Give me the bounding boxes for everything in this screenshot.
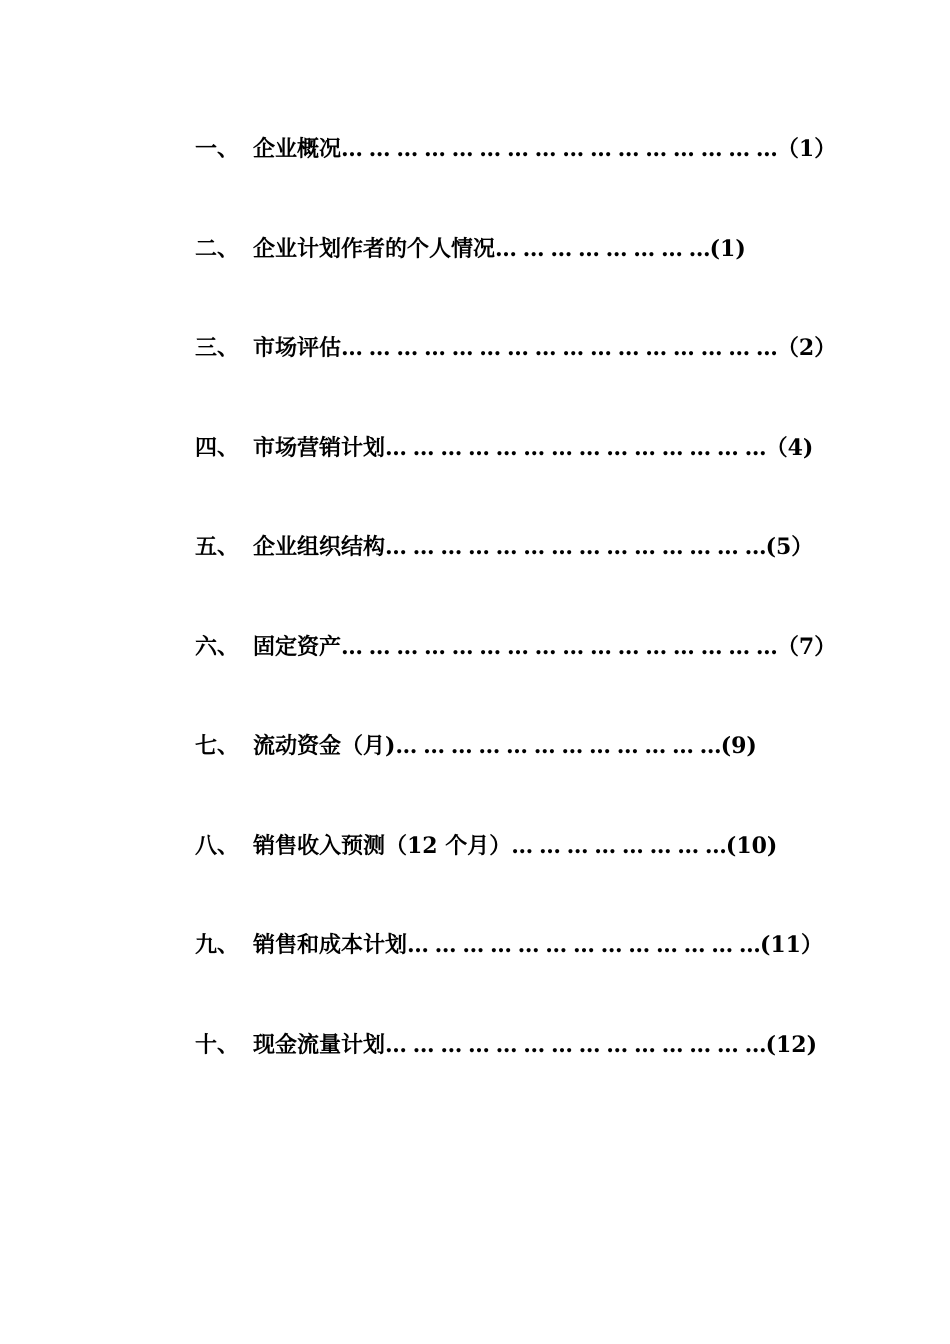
toc-entry-leader: … … … … … … … … … … … … … … … …: [341, 136, 777, 162]
toc-entry-page: (9): [720, 733, 757, 759]
toc-entry-title: 销售收入预测（12 个月）: [253, 832, 512, 859]
toc-entry-10[interactable]: [195, 1027, 818, 1063]
toc-entry-page: (5）: [765, 534, 814, 560]
toc-entry-page: （2）: [776, 335, 837, 361]
toc-entry-4[interactable]: [195, 430, 814, 466]
toc-entry-page: (1): [709, 235, 746, 262]
toc-entry-7[interactable]: [195, 728, 775, 764]
toc-entry-leader: … … … … … … … … … … … … … … … …: [341, 335, 777, 361]
toc-entry-page: （1）: [776, 136, 837, 162]
toc-entry-leader: … … … … … … … …: [495, 235, 710, 262]
table-of-contents: [195, 131, 837, 1126]
toc-entry-title: 现金流量计划: [253, 1031, 386, 1058]
toc-entry-title: 流动资金（月): [253, 733, 396, 759]
toc-entry-leader: … … … … … … … … … … … … … …: [385, 1031, 766, 1058]
toc-entry-1[interactable]: [195, 131, 837, 167]
toc-entry-leader: … … … … … … … … … … … … …: [407, 932, 760, 958]
toc-entry-leader: … … … … … … … … … … … … … …: [385, 434, 766, 461]
toc-entry-number: 三、: [195, 335, 240, 361]
toc-entry-number: 八、: [195, 832, 240, 859]
toc-entry-page: (10): [725, 832, 778, 859]
toc-entry-page: (11）: [759, 932, 823, 958]
toc-entry-number: 九、: [195, 932, 240, 958]
toc-entry-number: 六、: [195, 633, 240, 660]
toc-entry-title: 市场营销计划: [253, 434, 386, 461]
toc-entry-title: 市场评估: [253, 335, 342, 361]
toc-entry-number: 七、: [195, 733, 240, 759]
toc-entry-8[interactable]: [195, 828, 778, 864]
toc-entry-leader: … … … … … … … … … … … … … … … …: [341, 633, 777, 660]
toc-entry-title: 企业概况: [253, 136, 342, 162]
toc-entry-6[interactable]: [195, 629, 837, 665]
toc-entry-number: 十、: [195, 1031, 240, 1058]
toc-entry-number: 二、: [195, 235, 240, 262]
toc-entry-number: 五、: [195, 534, 240, 560]
toc-entry-5[interactable]: [195, 529, 814, 565]
toc-entry-2[interactable]: [195, 231, 775, 267]
toc-entry-leader: … … … … … … … … … … … …: [395, 733, 721, 759]
toc-entry-number: 一、: [195, 136, 240, 162]
toc-entry-page: （4): [765, 434, 814, 461]
toc-entry-title: 销售和成本计划: [253, 932, 408, 958]
toc-entry-number: 四、: [195, 434, 240, 461]
toc-entry-title: 企业计划作者的个人情况: [253, 235, 496, 262]
toc-entry-page: (12): [765, 1031, 818, 1058]
toc-entry-title: 固定资产: [253, 633, 342, 660]
toc-entry-9[interactable]: [195, 927, 823, 963]
toc-entry-leader: … … … … … … … …: [511, 832, 726, 859]
toc-entry-3[interactable]: [195, 330, 837, 366]
toc-entry-title: 企业组织结构: [253, 534, 386, 560]
toc-entry-page: （7）: [776, 633, 837, 660]
toc-entry-leader: … … … … … … … … … … … … … …: [385, 534, 766, 560]
